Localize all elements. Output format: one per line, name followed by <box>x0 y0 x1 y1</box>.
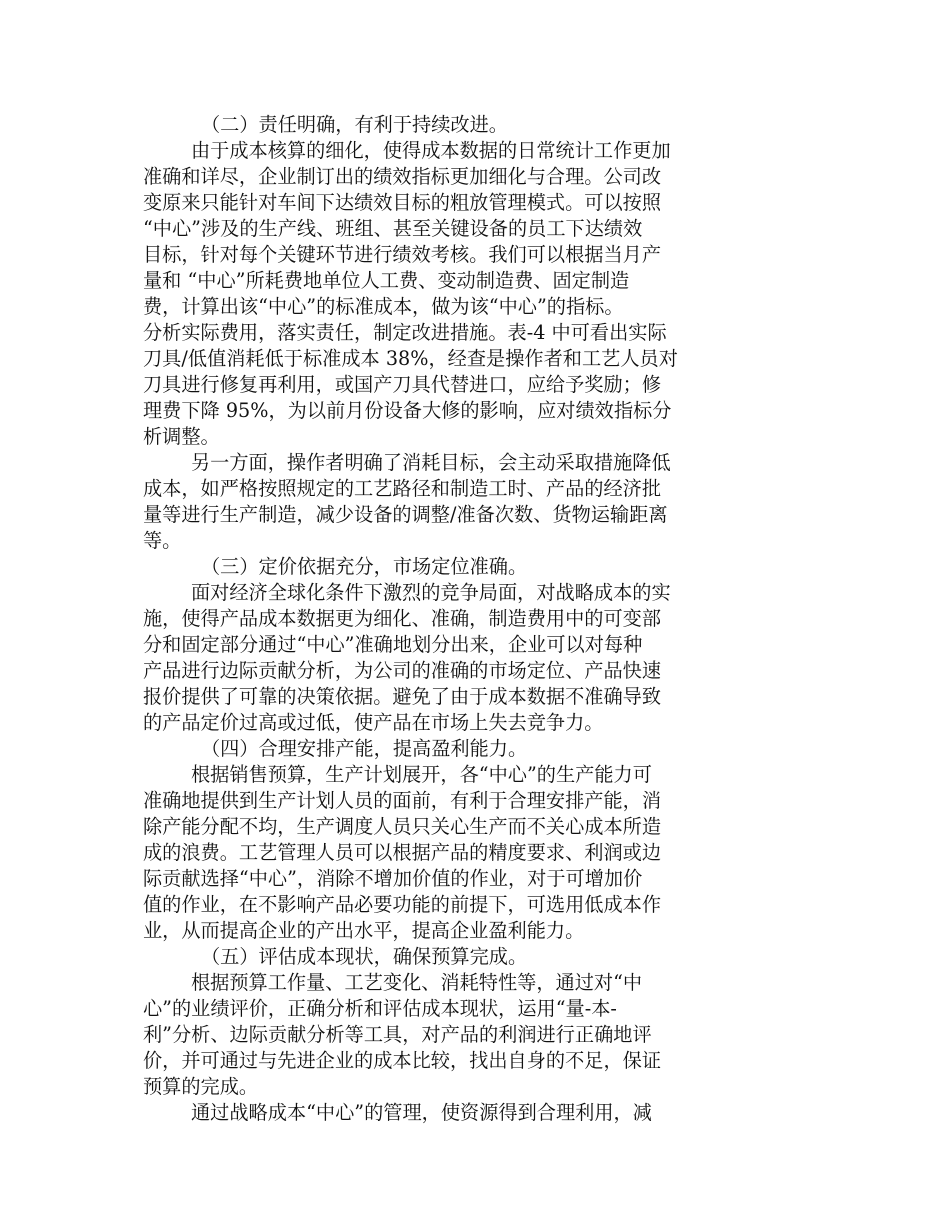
text-line: 准确和详尽，企业制订出的绩效指标更加细化与合理。公司改 <box>143 165 662 188</box>
text-line: 根据预算工作量、工艺变化、消耗特性等，通过对“中 <box>191 971 643 994</box>
text-line: 分和固定部分通过“中心”准确地划分出来，企业可以对每种 <box>143 633 643 656</box>
text-line: 预算的完成。 <box>143 1075 259 1098</box>
text-line: 析调整。 <box>143 425 220 448</box>
text-line: 利”分析、边际贡献分析等工具，对产品的利润进行正确地评 <box>143 1023 652 1046</box>
text-line: 变原来只能针对车间下达绩效目标的粗放管理模式。可以按照 <box>143 191 662 214</box>
text-line: 通过战略成本“中心”的管理，使资源得到合理利用，减 <box>191 1101 652 1124</box>
text-line: 根据销售预算，生产计划展开，各“中心”的生产能力可 <box>191 763 652 786</box>
text-line: 价，并可通过与先进企业的成本比较，找出自身的不足，保证 <box>143 1049 662 1072</box>
text-line: 施，使得产品成本数据更为细化、准确，制造费用中的可变部 <box>143 607 662 630</box>
text-line: 报价提供了可靠的决策依据。避免了由于成本数据不准确导致 <box>143 685 662 708</box>
text-line: 量等进行生产制造，减少设备的调整/准备次数、货物运输距离 <box>143 503 668 526</box>
text-line: 另一方面，操作者明确了消耗目标，会主动采取措施降低 <box>191 451 671 474</box>
text-line: 刀具进行修复再利用，或国产刀具代替进口，应给予奖励；修 <box>143 373 662 396</box>
text-line: 等。 <box>143 529 182 552</box>
text-line: 量和 “中心”所耗费地单位人工费、变动制造费、固定制造 <box>143 269 630 292</box>
text-line: 面对经济全球化条件下激烈的竞争局面，对战略成本的实 <box>191 581 671 604</box>
section-heading: （四）合理安排产能，提高盈利能力。 <box>201 737 528 760</box>
text-line: 业，从而提高企业的产出水平，提高企业盈利能力。 <box>143 919 585 942</box>
text-line: “中心”涉及的生产线、班组、甚至关键设备的员工下达绩效 <box>143 217 643 240</box>
text-line: 成的浪费。工艺管理人员可以根据产品的精度要求、利润或边 <box>143 841 662 864</box>
section-heading: （二）责任明确，有利于持续改进。 <box>201 113 508 136</box>
text-line: 产品进行边际贡献分析，为公司的准确的市场定位、产品快速 <box>143 659 662 682</box>
text-line: 理费下降 95%，为以前月份设备大修的影响，应对绩效指标分 <box>143 399 672 422</box>
text-line: 目标，针对每个关键环节进行绩效考核。我们可以根据当月产 <box>143 243 662 266</box>
text-line: 由于成本核算的细化，使得成本数据的日常统计工作更加 <box>191 139 671 162</box>
text-line: 际贡献选择“中心”，消除不增加价值的作业，对于可增加价 <box>143 867 643 890</box>
text-line: 准确地提供到生产计划人员的面前，有利于合理安排产能，消 <box>143 789 662 812</box>
section-heading: （三）定价依据充分，市场定位准确。 <box>201 555 528 578</box>
text-line: 费，计算出该“中心”的标准成本，做为该“中心”的指标。 <box>143 295 624 318</box>
text-line: 分析实际费用，落实责任，制定改进措施。表-4 中可看出实际 <box>143 321 667 344</box>
section-heading: （五）评估成本现状，确保预算完成。 <box>201 945 528 968</box>
text-line: 除产能分配不均，生产调度人员只关心生产而不关心成本所造 <box>143 815 662 838</box>
text-line: 心”的业绩评价，正确分析和评估成本现状，运用“量-本- <box>143 997 617 1020</box>
text-line: 值的作业，在不影响产品必要功能的前提下，可选用低成本作 <box>143 893 662 916</box>
text-line: 成本，如严格按照规定的工艺路径和制造工时、产品的经济批 <box>143 477 662 500</box>
text-line: 的产品定价过高或过低，使产品在市场上失去竞争力。 <box>143 711 604 734</box>
document-page <box>143 112 743 1126</box>
text-line: 刀具/低值消耗低于标准成本 38%，经查是操作者和工艺人员对 <box>143 347 678 370</box>
